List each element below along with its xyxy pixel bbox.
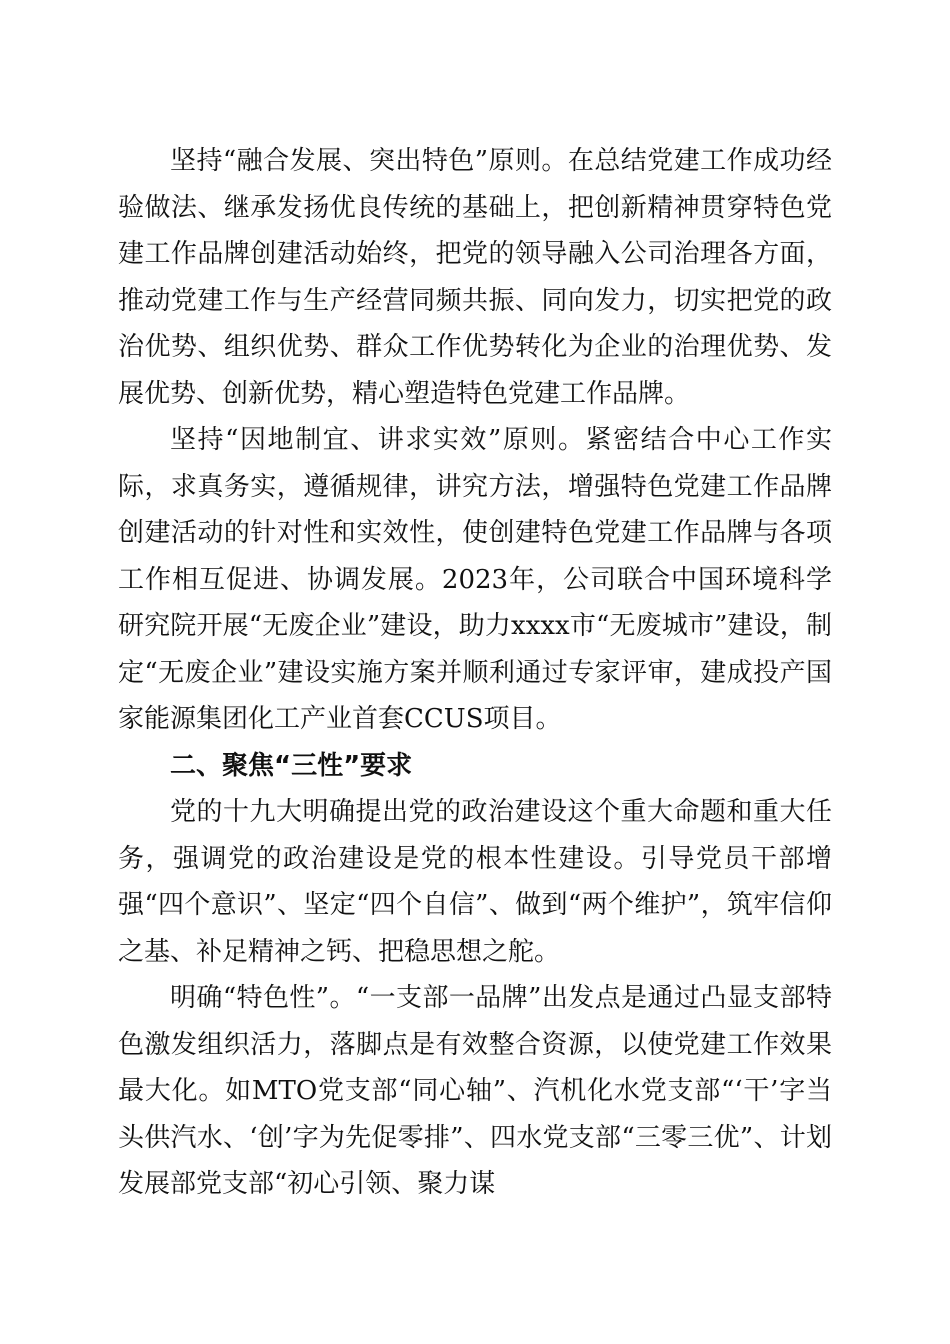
paragraph-political-construction: 党的十九大明确提出党的政治建设这个重大命题和重大任务，强调党的政治建设是党的根本性建设。引导党员干部增强“四个意识”、坚定“四个自信”、做到“两个维护”，筑牢信仰之基、补足精神之钙、把稳思想之舵。 — [118, 797, 832, 967]
paragraph-local-conditions-principle: 坚持“因地制宜、讲求实效”原则。紧密结合中心工作实际，求真务实，遵循规律，讲究方法，增强特色党建工作品牌创建活动的针对性和实效性，使创建特色党建工作品牌与各项工作相互促进、协调发展。2023年，公司联合中国环境科学研究院开展“无废企业”建设，助力xxxx市“无废城市”建设，制定“无废企业”建设实施方案并顺利通过专家评审，建成投产国家能源集团化工产业首套CCUS项目。 — [118, 425, 832, 734]
paragraph-distinctiveness: 明确“特色性”。“一支部一品牌”出发点是通过凸显支部特色激发组织活力，落脚点是有效整合资源，以使党建工作效果最大化。如MTO党支部“同心轴”、汽机化水党支部“‘干’字当头供汽水、‘创’字为先促零排”、四水党支部“三零三优”、计划发展部党支部“初心引领、聚力谋 — [118, 983, 832, 1199]
paragraph-integration-principle: 坚持“融合发展、突出特色”原则。在总结党建工作成功经验做法、继承发扬优良传统的基础上，把创新精神贯穿特色党建工作品牌创建活动始终，把党的领导融入公司治理各方面，推动党建工作与生产经营同频共振、同向发力，切实把党的政治优势、组织优势、群众工作优势转化为企业的治理优势、发展优势、创新优势，精心塑造特色党建工作品牌。 — [118, 146, 832, 409]
section-heading: 二、聚焦“三性”要求 — [170, 750, 413, 781]
document-body — [118, 138, 832, 1208]
